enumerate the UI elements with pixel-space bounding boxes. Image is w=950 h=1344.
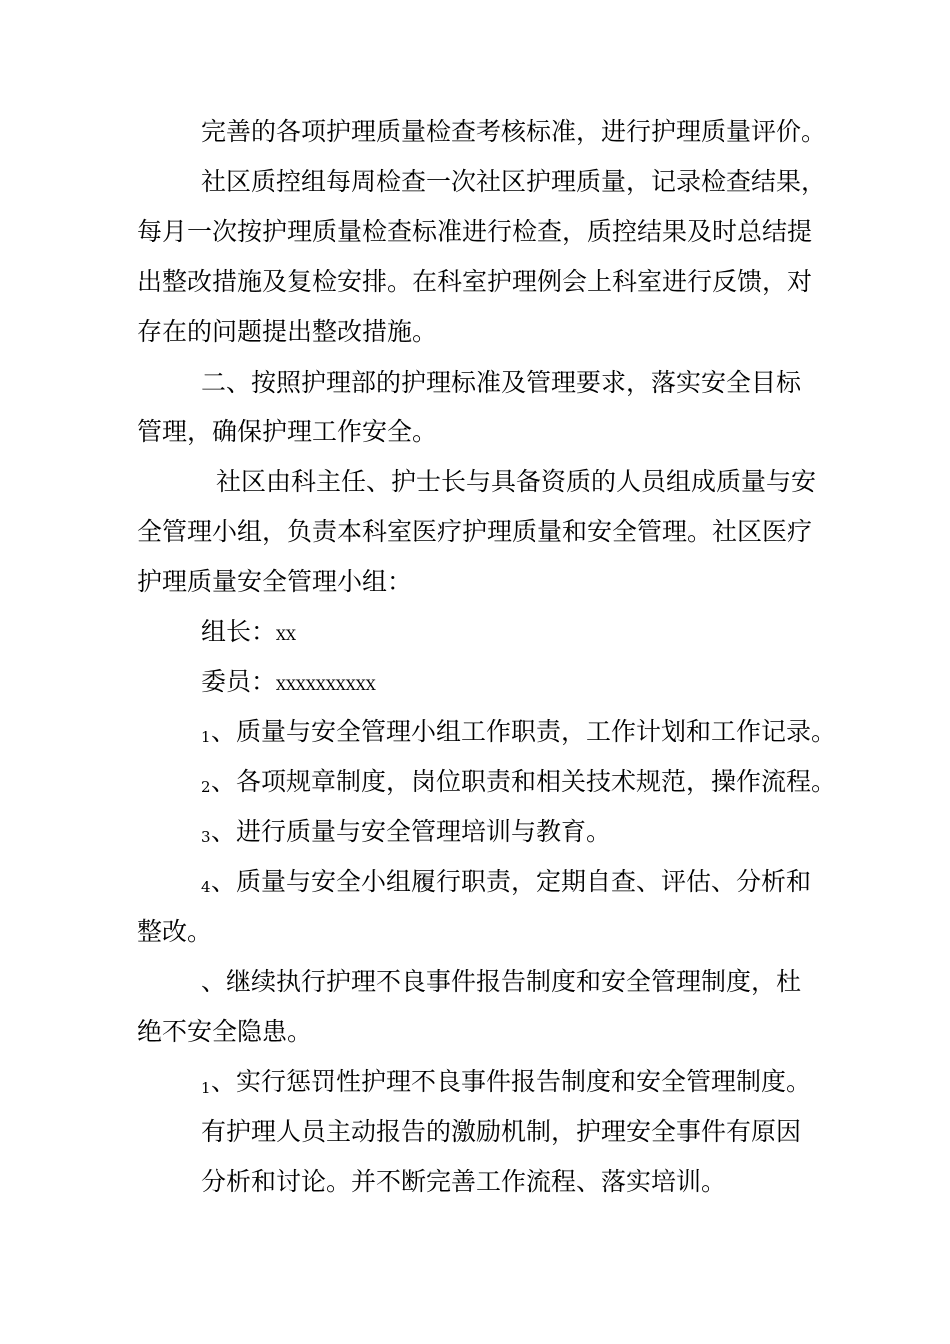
text-line: 、质量与安全小组履行职责，定期自查、评估、分析和 — [211, 867, 812, 896]
leader-label: 组长： — [201, 617, 277, 646]
text-line: 出整改措施及复检安排。在科室护理例会上科室进行反馈，对 — [137, 267, 813, 296]
text-line: 、继续执行护理不良事件报告制度和安全管理制度，杜 — [201, 967, 802, 996]
item-number: 4 — [201, 878, 211, 896]
item-number: 3 — [201, 828, 211, 846]
text-line: 管理，确保护理工作安全。 — [137, 417, 438, 446]
text-line: 、各项规章制度，岗位职责和相关技术规范，操作流程。 — [211, 767, 837, 796]
text-line: 完善的各项护理质量检查考核标准，进行护理质量评价。 — [201, 117, 827, 146]
text-line: 存在的问题提出整改措施。 — [137, 317, 438, 346]
text-line: 每月一次按护理质量检查标准进行检查，质控结果及时总结提 — [137, 217, 813, 246]
text-line: 有护理人员主动报告的激励机制，护理安全事件有原因 — [201, 1117, 802, 1146]
text-line: 二、按照护理部的护理标准及管理要求，落实安全目标 — [201, 368, 802, 397]
members-value: XXXXXXXXXX — [276, 678, 376, 694]
text-line: 社区质控组每周检查一次社区护理质量，记录检查结果， — [201, 167, 827, 196]
text-line: 、实行惩罚性护理不良事件报告制度和安全管理制度。 — [211, 1067, 812, 1096]
item-number: 2 — [201, 778, 211, 796]
item-number: 1 — [201, 728, 211, 746]
text-line: 、进行质量与安全管理培训与教育。 — [211, 817, 612, 846]
leader-value: XX — [276, 628, 296, 644]
text-line: 社区由科主任、护士长与具备资质的人员组成质量与安 — [216, 467, 817, 496]
members-label: 委员： — [201, 667, 277, 696]
text-line: 护理质量安全管理小组： — [137, 567, 413, 596]
text-line: 绝不安全隐患。 — [137, 1017, 313, 1046]
text-line: 全管理小组，负责本科室医疗护理质量和安全管理。社区医疗 — [137, 517, 813, 546]
text-line: 、质量与安全管理小组工作职责，工作计划和工作记录。 — [211, 717, 837, 746]
text-line: 分析和讨论。并不断完善工作流程、落实培训。 — [201, 1167, 727, 1196]
item-number: 1 — [201, 1079, 211, 1097]
text-line: 整改。 — [137, 917, 213, 946]
